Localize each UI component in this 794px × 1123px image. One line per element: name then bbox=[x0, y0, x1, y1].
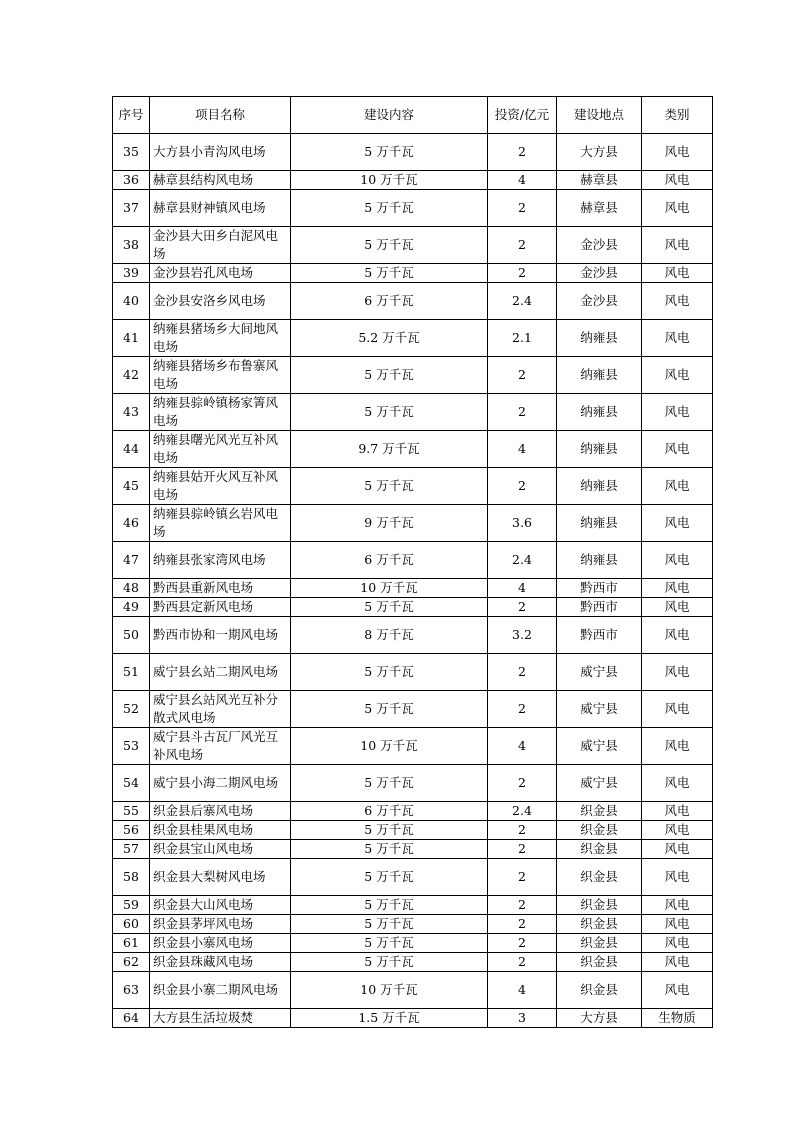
cell-location: 黔西市 bbox=[557, 617, 642, 654]
cell-location: 纳雍县 bbox=[557, 468, 642, 505]
table-row bbox=[113, 357, 713, 394]
table-row bbox=[113, 953, 713, 972]
cell-capacity: 5.2 万千瓦 bbox=[291, 320, 488, 357]
cell-no: 43 bbox=[113, 394, 150, 431]
table-row bbox=[113, 617, 713, 654]
cell-category: 风电 bbox=[642, 468, 713, 505]
table-row bbox=[113, 915, 713, 934]
cell-name: 织金县大梨树风电场 bbox=[150, 859, 291, 896]
cell-no: 36 bbox=[113, 171, 150, 190]
cell-location: 织金县 bbox=[557, 802, 642, 821]
cell-investment: 2.4 bbox=[488, 283, 557, 320]
cell-location: 大方县 bbox=[557, 1009, 642, 1028]
cell-name: 织金县小寨二期风电场 bbox=[150, 972, 291, 1009]
cell-name: 威宁县小海二期风电场 bbox=[150, 765, 291, 802]
cell-investment: 2 bbox=[488, 134, 557, 171]
table-row bbox=[113, 1009, 713, 1028]
cell-category: 风电 bbox=[642, 542, 713, 579]
table-row bbox=[113, 802, 713, 821]
cell-location: 纳雍县 bbox=[557, 542, 642, 579]
cell-location: 织金县 bbox=[557, 859, 642, 896]
cell-name: 纳雍县曙光风光互补风电场 bbox=[150, 431, 291, 468]
cell-capacity: 5 万千瓦 bbox=[291, 264, 488, 283]
cell-no: 40 bbox=[113, 283, 150, 320]
cell-name: 织金县桂果风电场 bbox=[150, 821, 291, 840]
cell-location: 金沙县 bbox=[557, 283, 642, 320]
cell-capacity: 5 万千瓦 bbox=[291, 859, 488, 896]
cell-no: 39 bbox=[113, 264, 150, 283]
cell-category: 风电 bbox=[642, 264, 713, 283]
cell-category: 风电 bbox=[642, 431, 713, 468]
header-investment: 投资/亿元 bbox=[488, 97, 557, 134]
table-row bbox=[113, 821, 713, 840]
cell-no: 37 bbox=[113, 190, 150, 227]
cell-investment: 2 bbox=[488, 468, 557, 505]
table-row bbox=[113, 654, 713, 691]
cell-location: 赫章县 bbox=[557, 190, 642, 227]
cell-name: 织金县茅坪风电场 bbox=[150, 915, 291, 934]
table-row bbox=[113, 431, 713, 468]
cell-name: 纳雍县张家湾风电场 bbox=[150, 542, 291, 579]
cell-no: 61 bbox=[113, 934, 150, 953]
cell-no: 35 bbox=[113, 134, 150, 171]
cell-location: 纳雍县 bbox=[557, 394, 642, 431]
cell-no: 56 bbox=[113, 821, 150, 840]
header-no: 序号 bbox=[113, 97, 150, 134]
cell-name: 织金县大山风电场 bbox=[150, 896, 291, 915]
cell-name: 大方县小青沟风电场 bbox=[150, 134, 291, 171]
table-row bbox=[113, 190, 713, 227]
table-row bbox=[113, 171, 713, 190]
cell-no: 63 bbox=[113, 972, 150, 1009]
table-row bbox=[113, 320, 713, 357]
cell-investment: 2 bbox=[488, 765, 557, 802]
cell-location: 黔西市 bbox=[557, 579, 642, 598]
table-body bbox=[113, 134, 713, 1028]
cell-investment: 2 bbox=[488, 357, 557, 394]
cell-location: 赫章县 bbox=[557, 171, 642, 190]
cell-investment: 2 bbox=[488, 227, 557, 264]
cell-category: 风电 bbox=[642, 953, 713, 972]
cell-no: 49 bbox=[113, 598, 150, 617]
table-row bbox=[113, 542, 713, 579]
header-category: 类别 bbox=[642, 97, 713, 134]
cell-capacity: 5 万千瓦 bbox=[291, 394, 488, 431]
cell-category: 风电 bbox=[642, 821, 713, 840]
cell-category: 风电 bbox=[642, 840, 713, 859]
cell-investment: 2.4 bbox=[488, 542, 557, 579]
cell-investment: 4 bbox=[488, 431, 557, 468]
cell-category: 风电 bbox=[642, 171, 713, 190]
table-row bbox=[113, 505, 713, 542]
cell-investment: 2 bbox=[488, 394, 557, 431]
cell-investment: 4 bbox=[488, 579, 557, 598]
header-location: 建设地点 bbox=[557, 97, 642, 134]
cell-category: 风电 bbox=[642, 227, 713, 264]
cell-capacity: 6 万千瓦 bbox=[291, 283, 488, 320]
cell-name: 大方县生活垃圾焚 bbox=[150, 1009, 291, 1028]
cell-location: 威宁县 bbox=[557, 765, 642, 802]
table-header-row bbox=[113, 97, 713, 134]
cell-category: 风电 bbox=[642, 617, 713, 654]
cell-name: 织金县宝山风电场 bbox=[150, 840, 291, 859]
project-table bbox=[112, 96, 713, 1028]
cell-capacity: 5 万千瓦 bbox=[291, 190, 488, 227]
cell-location: 威宁县 bbox=[557, 654, 642, 691]
cell-category: 生物质 bbox=[642, 1009, 713, 1028]
cell-no: 50 bbox=[113, 617, 150, 654]
cell-location: 金沙县 bbox=[557, 264, 642, 283]
cell-location: 织金县 bbox=[557, 840, 642, 859]
cell-category: 风电 bbox=[642, 934, 713, 953]
cell-no: 51 bbox=[113, 654, 150, 691]
cell-capacity: 10 万千瓦 bbox=[291, 171, 488, 190]
cell-category: 风电 bbox=[642, 802, 713, 821]
cell-category: 风电 bbox=[642, 190, 713, 227]
cell-name: 纳雍县骔岭镇幺岩风电场 bbox=[150, 505, 291, 542]
cell-investment: 2 bbox=[488, 934, 557, 953]
cell-name: 赫章县财神镇风电场 bbox=[150, 190, 291, 227]
cell-capacity: 5 万千瓦 bbox=[291, 934, 488, 953]
table-row bbox=[113, 840, 713, 859]
cell-no: 64 bbox=[113, 1009, 150, 1028]
cell-capacity: 5 万千瓦 bbox=[291, 598, 488, 617]
cell-capacity: 5 万千瓦 bbox=[291, 953, 488, 972]
cell-no: 52 bbox=[113, 691, 150, 728]
cell-no: 54 bbox=[113, 765, 150, 802]
cell-location: 大方县 bbox=[557, 134, 642, 171]
cell-name: 威宁县幺站风光互补分散式风电场 bbox=[150, 691, 291, 728]
cell-investment: 2 bbox=[488, 264, 557, 283]
cell-location: 纳雍县 bbox=[557, 320, 642, 357]
table-row bbox=[113, 934, 713, 953]
cell-category: 风电 bbox=[642, 283, 713, 320]
cell-category: 风电 bbox=[642, 859, 713, 896]
cell-name: 纳雍县姑开火风互补风电场 bbox=[150, 468, 291, 505]
cell-capacity: 5 万千瓦 bbox=[291, 227, 488, 264]
cell-capacity: 6 万千瓦 bbox=[291, 802, 488, 821]
table-row bbox=[113, 765, 713, 802]
cell-capacity: 5 万千瓦 bbox=[291, 468, 488, 505]
cell-name: 威宁县斗古瓦厂风光互补风电场 bbox=[150, 728, 291, 765]
table-row bbox=[113, 394, 713, 431]
cell-capacity: 5 万千瓦 bbox=[291, 896, 488, 915]
cell-location: 织金县 bbox=[557, 896, 642, 915]
cell-no: 58 bbox=[113, 859, 150, 896]
cell-location: 金沙县 bbox=[557, 227, 642, 264]
header-name: 项目名称 bbox=[150, 97, 291, 134]
cell-investment: 2 bbox=[488, 691, 557, 728]
table-row bbox=[113, 728, 713, 765]
table-row bbox=[113, 468, 713, 505]
table-row bbox=[113, 691, 713, 728]
cell-location: 织金县 bbox=[557, 953, 642, 972]
cell-capacity: 5 万千瓦 bbox=[291, 654, 488, 691]
cell-investment: 3.6 bbox=[488, 505, 557, 542]
cell-location: 威宁县 bbox=[557, 728, 642, 765]
cell-no: 55 bbox=[113, 802, 150, 821]
cell-category: 风电 bbox=[642, 505, 713, 542]
cell-investment: 4 bbox=[488, 972, 557, 1009]
cell-category: 风电 bbox=[642, 320, 713, 357]
cell-category: 风电 bbox=[642, 896, 713, 915]
cell-name: 纳雍县骔岭镇杨家箐风电场 bbox=[150, 394, 291, 431]
cell-location: 纳雍县 bbox=[557, 431, 642, 468]
cell-capacity: 9.7 万千瓦 bbox=[291, 431, 488, 468]
cell-capacity: 1.5 万千瓦 bbox=[291, 1009, 488, 1028]
cell-location: 威宁县 bbox=[557, 691, 642, 728]
cell-investment: 2 bbox=[488, 953, 557, 972]
table-row bbox=[113, 134, 713, 171]
table-row bbox=[113, 972, 713, 1009]
cell-category: 风电 bbox=[642, 654, 713, 691]
cell-category: 风电 bbox=[642, 134, 713, 171]
cell-investment: 3.2 bbox=[488, 617, 557, 654]
table-row bbox=[113, 896, 713, 915]
cell-investment: 3 bbox=[488, 1009, 557, 1028]
cell-investment: 2 bbox=[488, 190, 557, 227]
cell-name: 黔西县定新风电场 bbox=[150, 598, 291, 617]
cell-name: 纳雍县猪场乡布鲁寨风电场 bbox=[150, 357, 291, 394]
cell-capacity: 9 万千瓦 bbox=[291, 505, 488, 542]
cell-capacity: 5 万千瓦 bbox=[291, 691, 488, 728]
cell-name: 金沙县大田乡白泥风电场 bbox=[150, 227, 291, 264]
cell-capacity: 10 万千瓦 bbox=[291, 972, 488, 1009]
cell-investment: 2.4 bbox=[488, 802, 557, 821]
table-row bbox=[113, 283, 713, 320]
cell-no: 46 bbox=[113, 505, 150, 542]
cell-name: 黔西县重新风电场 bbox=[150, 579, 291, 598]
cell-name: 赫章县结构风电场 bbox=[150, 171, 291, 190]
cell-investment: 2 bbox=[488, 654, 557, 691]
cell-no: 53 bbox=[113, 728, 150, 765]
cell-no: 44 bbox=[113, 431, 150, 468]
cell-investment: 4 bbox=[488, 171, 557, 190]
table-row bbox=[113, 264, 713, 283]
cell-investment: 2 bbox=[488, 859, 557, 896]
cell-no: 59 bbox=[113, 896, 150, 915]
cell-capacity: 10 万千瓦 bbox=[291, 728, 488, 765]
cell-no: 45 bbox=[113, 468, 150, 505]
cell-investment: 2 bbox=[488, 915, 557, 934]
cell-category: 风电 bbox=[642, 728, 713, 765]
cell-name: 金沙县岩孔风电场 bbox=[150, 264, 291, 283]
cell-name: 金沙县安洛乡风电场 bbox=[150, 283, 291, 320]
table-row bbox=[113, 598, 713, 617]
cell-name: 织金县珠藏风电场 bbox=[150, 953, 291, 972]
table-row bbox=[113, 579, 713, 598]
cell-name: 织金县后寨风电场 bbox=[150, 802, 291, 821]
cell-no: 48 bbox=[113, 579, 150, 598]
cell-no: 38 bbox=[113, 227, 150, 264]
cell-category: 风电 bbox=[642, 972, 713, 1009]
cell-capacity: 5 万千瓦 bbox=[291, 765, 488, 802]
cell-investment: 2 bbox=[488, 821, 557, 840]
cell-name: 纳雍县猪场乡大间地风电场 bbox=[150, 320, 291, 357]
cell-no: 47 bbox=[113, 542, 150, 579]
cell-capacity: 6 万千瓦 bbox=[291, 542, 488, 579]
cell-location: 黔西市 bbox=[557, 598, 642, 617]
header-capacity: 建设内容 bbox=[291, 97, 488, 134]
cell-investment: 4 bbox=[488, 728, 557, 765]
cell-capacity: 5 万千瓦 bbox=[291, 840, 488, 859]
table-row bbox=[113, 227, 713, 264]
cell-no: 60 bbox=[113, 915, 150, 934]
cell-capacity: 10 万千瓦 bbox=[291, 579, 488, 598]
cell-capacity: 5 万千瓦 bbox=[291, 134, 488, 171]
cell-capacity: 5 万千瓦 bbox=[291, 915, 488, 934]
cell-category: 风电 bbox=[642, 691, 713, 728]
cell-capacity: 5 万千瓦 bbox=[291, 821, 488, 840]
cell-category: 风电 bbox=[642, 579, 713, 598]
cell-location: 织金县 bbox=[557, 915, 642, 934]
cell-location: 纳雍县 bbox=[557, 505, 642, 542]
cell-no: 62 bbox=[113, 953, 150, 972]
cell-location: 纳雍县 bbox=[557, 357, 642, 394]
cell-capacity: 8 万千瓦 bbox=[291, 617, 488, 654]
cell-investment: 2.1 bbox=[488, 320, 557, 357]
cell-category: 风电 bbox=[642, 357, 713, 394]
cell-capacity: 5 万千瓦 bbox=[291, 357, 488, 394]
cell-category: 风电 bbox=[642, 765, 713, 802]
cell-category: 风电 bbox=[642, 598, 713, 617]
cell-location: 织金县 bbox=[557, 972, 642, 1009]
cell-investment: 2 bbox=[488, 896, 557, 915]
cell-no: 41 bbox=[113, 320, 150, 357]
cell-investment: 2 bbox=[488, 840, 557, 859]
cell-category: 风电 bbox=[642, 915, 713, 934]
cell-name: 织金县小寨风电场 bbox=[150, 934, 291, 953]
table-row bbox=[113, 859, 713, 896]
cell-name: 威宁县幺站二期风电场 bbox=[150, 654, 291, 691]
cell-category: 风电 bbox=[642, 394, 713, 431]
cell-no: 42 bbox=[113, 357, 150, 394]
cell-location: 织金县 bbox=[557, 821, 642, 840]
cell-investment: 2 bbox=[488, 598, 557, 617]
cell-location: 织金县 bbox=[557, 934, 642, 953]
cell-no: 57 bbox=[113, 840, 150, 859]
cell-name: 黔西市协和一期风电场 bbox=[150, 617, 291, 654]
